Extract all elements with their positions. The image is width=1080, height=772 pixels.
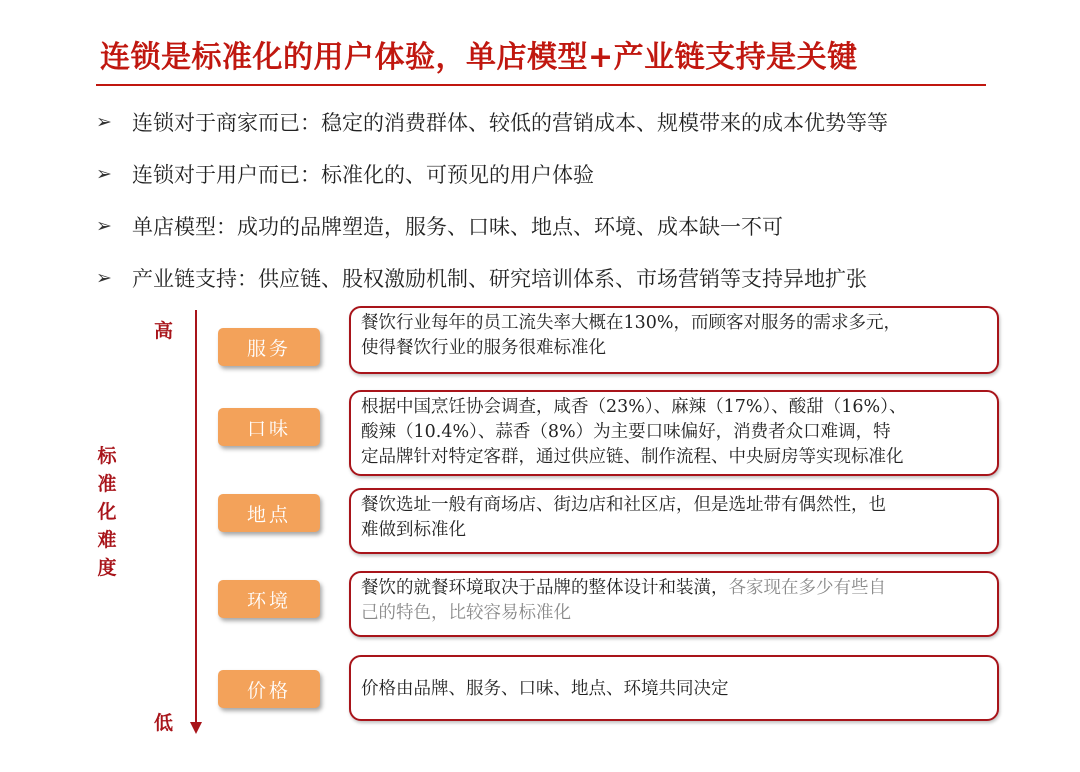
factor-environment: 环境	[218, 580, 320, 618]
description-line: 己的特色，比较容易标准化	[361, 603, 571, 623]
description-line: 餐饮选址一般有商场店、街边店和社区店，但是选址带有偶然性，也	[361, 495, 886, 515]
description-line: 根据中国烹饪协会调查，咸香（23%）、麻辣（17%）、酸甜（16%）、	[361, 397, 907, 417]
factor-service: 服务	[218, 328, 320, 366]
bullet-item	[96, 252, 1036, 304]
axis-title: 标准化难度	[97, 445, 117, 579]
title-underline	[96, 84, 986, 86]
arrow-bullet-icon: ➢	[96, 111, 112, 133]
difficulty-axis-line	[195, 310, 197, 725]
description-line: 难做到标准化	[361, 520, 466, 540]
axis-low-label: 低	[154, 712, 174, 734]
bullet-text: 单店模型：成功的品牌塑造，服务、口味、地点、环境、成本缺一不可	[132, 215, 783, 239]
axis-high-label: 高	[154, 320, 174, 342]
factor-taste: 口味	[218, 408, 320, 446]
description-line: 酸辣（10.4%）、蒜香（8%）为主要口味偏好，消费者众口难调，特	[361, 422, 891, 442]
bullet-text: 产业链支持：供应链、股权激励机制、研究培训体系、市场营销等支持异地扩张	[132, 267, 867, 291]
description-line: 价格由品牌、服务、口味、地点、环境共同决定	[361, 679, 729, 699]
down-arrow-icon	[190, 722, 202, 734]
factor-location-description	[349, 488, 999, 554]
bullet-text: 连锁对于商家而已：稳定的消费群体、较低的营销成本、规模带来的成本优势等等	[132, 111, 888, 135]
description-line: 餐饮行业每年的员工流失率大概在130%，而顾客对服务的需求多元，	[361, 313, 902, 333]
description-line: 定品牌针对特定客群，通过供应链、制作流程、中央厨房等实现标准化	[361, 447, 904, 467]
bullet-item	[96, 148, 1036, 200]
bullet-item	[96, 96, 1036, 148]
bullet-list	[96, 96, 1036, 304]
factor-environment-description	[349, 571, 999, 637]
bullet-text: 连锁对于用户而已：标准化的、可预见的用户体验	[132, 163, 594, 187]
arrow-bullet-icon: ➢	[96, 163, 112, 185]
arrow-bullet-icon: ➢	[96, 215, 112, 237]
factor-location: 地点	[218, 494, 320, 532]
description-line: 使得餐饮行业的服务很难标准化	[361, 338, 606, 358]
description-line	[361, 576, 987, 601]
description-text-gray: 各家现在多少有些自	[728, 578, 886, 598]
arrow-bullet-icon: ➢	[96, 267, 112, 289]
factor-service-description	[349, 306, 999, 374]
factor-price-description	[349, 655, 999, 721]
factor-price: 价格	[218, 670, 320, 708]
page-title: 连锁是标准化的用户体验，单店模型+产业链支持是关键	[100, 40, 858, 75]
description-text: 餐饮的就餐环境取决于品牌的整体设计和装潢，	[361, 578, 729, 598]
factor-taste-description	[349, 390, 999, 476]
bullet-item	[96, 200, 1036, 252]
